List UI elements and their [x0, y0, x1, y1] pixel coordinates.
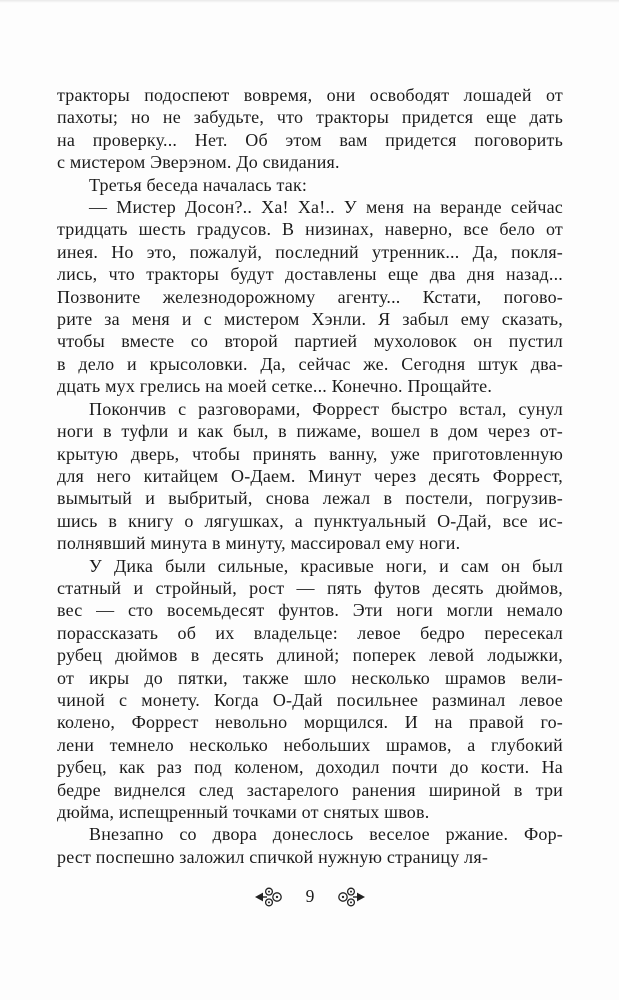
- text-line: от икры до пятки, также шло несколько шрамов вели-: [57, 667, 563, 688]
- text-line: крытую дверь, чтобы принять ванну, уже приготовленную: [57, 443, 563, 464]
- text-line: рест поспешно заложил спичкой нужную страницу ля-: [57, 846, 489, 867]
- page-footer: [57, 884, 563, 910]
- text-line: Позвоните железнодорожному агенту... Кстати, погово-: [57, 286, 563, 307]
- text-line: рите за меня и с мистером Хэнли. Я забыл ему сказать,: [57, 309, 563, 330]
- text-line: вымытый и выбритый, снова лежал в постели, погрузив-: [57, 488, 563, 509]
- text-line: шись в книгу о лягушках, а пунктуальный О-Дай, все ис-: [57, 510, 563, 531]
- fleuron-left-icon: [255, 886, 282, 908]
- text-line: Внезапно со двора донеслось веселое ржание. Фор-: [89, 824, 563, 845]
- text-line: с мистером Эверэном. До свидания.: [57, 152, 340, 173]
- page-number: 9: [305, 886, 315, 907]
- text-line: порассказать об их владельце: левое бедро пересекал: [57, 622, 563, 643]
- text-line: колено, Форрест невольно морщился. И на правой го-: [57, 712, 563, 733]
- fleuron-right-icon: [338, 886, 365, 908]
- text-line: — Мистер Досон?.. Ха! Ха!.. У меня на веранде сейчас: [89, 197, 563, 218]
- text-line: ноги в туфли и как был, в пижаме, вошел в дом через от-: [57, 421, 563, 442]
- text-line: Третья беседа началась так:: [89, 174, 308, 195]
- text-line: лени темнело несколько небольших шрамов, а глубокий: [57, 734, 563, 755]
- text-line: полнявший минута в минуту, массировал ему ноги.: [57, 533, 461, 554]
- text-line: дюйма, испещренный точками от снятых швов.: [57, 802, 430, 822]
- text-line: лись, что тракторы будут доставлены еще два дня назад...: [57, 264, 563, 285]
- text-block: [57, 84, 563, 868]
- text-line: статный и стройный, рост — пять футов десять дюймов,: [57, 577, 563, 598]
- text-line: инея. Но это, пожалуй, последний утренник... Да, покля-: [57, 241, 563, 262]
- text-line: в дело и крысоловки. Да, сейчас же. Сегодня штук два-: [57, 353, 563, 374]
- text-line: чиной с монету. Когда О-Дай посильнее разминал левое: [57, 689, 563, 710]
- text-line: бедре виднелся след застарелого ранения шириной в три: [57, 779, 563, 800]
- text-line: для него китайцем О-Даем. Минут через десять Форрест,: [57, 465, 563, 486]
- text-line: рубец, как раз под коленом, доходил почти до кости. На: [57, 757, 563, 778]
- text-line: вес — сто восемьдесят фунтов. Эти ноги могли немало: [57, 600, 563, 621]
- text-line: пахоты; но не забудьте, что тракторы придется еще дать: [57, 107, 563, 128]
- text-line: рубец дюймов в десять длиной; поперек левой лодыжки,: [57, 645, 563, 666]
- text-line: Покончив с разговорами, Форрест быстро встал, сунул: [89, 398, 563, 419]
- text-line: тридцать шесть градусов. В низинах, наверно, все бело от: [57, 219, 563, 240]
- text-line: на проверку... Нет. Об этом вам придется поговорить: [57, 129, 563, 150]
- text-line: тракторы подоспеют вовремя, они освободят лошадей от: [57, 85, 563, 105]
- text-line: чтобы вместе со второй партией мухоловок он пустил: [57, 331, 563, 352]
- text-line: дцать мух грелись на моей сетке... Конечно. Прощайте.: [57, 376, 493, 397]
- text-line: У Дика были сильные, красивые ноги, и сам он был: [89, 555, 563, 576]
